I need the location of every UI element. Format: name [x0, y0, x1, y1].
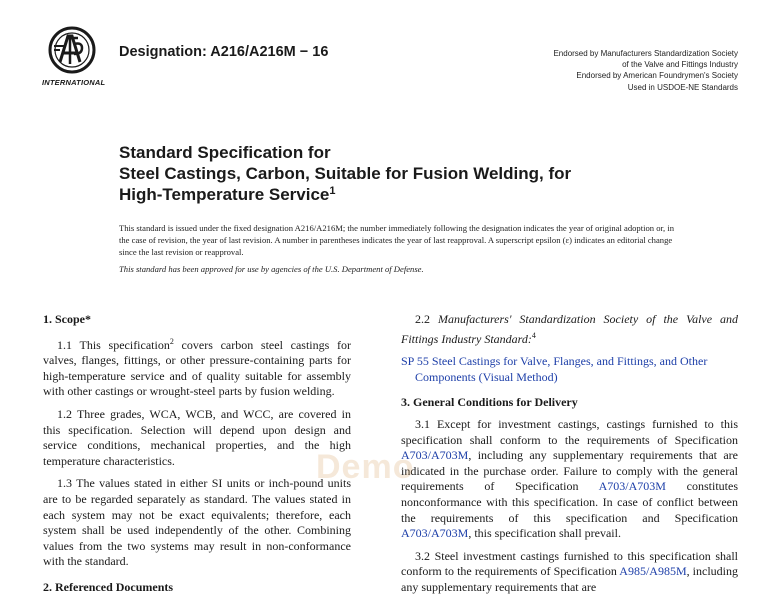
logo-text: INTERNATIONAL [42, 78, 106, 87]
endorsement-line: Used in USDOE-NE Standards [627, 82, 738, 92]
sp55-title[interactable]: Steel Castings for Valve, Flanges, and Fittings, and Other Components (Visual Method) [415, 354, 708, 384]
para-2-2-num: 2.2 [415, 312, 438, 326]
title-line-1: Standard Specification for [119, 143, 331, 162]
para-3-1-text-b: , including any supplementary requirements that are indicated in the purchase order. Failure to comply with the general requirements of Specification [401, 448, 738, 494]
footnote-2: 2 [169, 336, 174, 346]
title-footnote-mark: 1 [329, 185, 336, 197]
para-3-1-text-a: 3.1 Except for investment castings, castings furnished to this specification shall conform to the requirements of Specification [401, 416, 738, 447]
footnote-4: 4 [531, 330, 536, 340]
para-1-1-text: 1.1 This specification [57, 337, 170, 352]
para-3-2 [401, 549, 738, 596]
para-1-1-rest: covers carbon steel castings for valves, flanges, fittings, or other pressure-containing parts for high-temperature service and of quality suitable for assembly with other castings or wrought-steel parts by fusion welding. [43, 337, 351, 399]
scope-heading: 1. Scope* [43, 312, 91, 326]
title-line-2: Steel Castings, Carbon, Suitable for Fusion Welding, for [119, 164, 572, 183]
title-block [119, 142, 719, 205]
endorsement-line: of the Valve and Fittings Industry [622, 60, 738, 70]
astm-logo [40, 24, 116, 90]
endorsements [553, 48, 738, 93]
a703-link[interactable]: A703/A703M [401, 526, 469, 541]
right-column [401, 312, 738, 603]
para-3-2-text-b: , including any supplementary requirements that are [401, 564, 739, 594]
a703-link[interactable]: A703/A703M [598, 479, 666, 494]
demo-watermark: Demo [316, 448, 415, 486]
para-3-1-text-d: , this specification shall prevail. [468, 526, 621, 541]
left-column [43, 312, 351, 602]
para-3-1-text-c: constitutes nonconformance with this specification. In case of conflict between the requirements of this specification and Specification [401, 479, 738, 525]
para-1-1 [43, 334, 351, 400]
para-1-3: 1.3 The values stated in either SI units or inch-pound units are to be regarded separately as standard. The values stated in each system may not be exact equivalents; therefore, each system shall be used independently of the other. Combining values from the two systems may result in non-conformance with the standard. [43, 476, 351, 569]
para-2-2 [401, 312, 738, 347]
sp55-link[interactable]: SP 55 [401, 354, 429, 369]
ref-sp55 [401, 354, 738, 385]
designation: Designation: A216/A216M − 16 [119, 44, 329, 60]
title-line-3-text: High-Temperature Service [119, 185, 330, 204]
endorsement-line: Endorsed by Manufacturers Standardization Society [553, 49, 738, 58]
para-3-1 [401, 417, 738, 542]
notice-text: This standard is issued under the fixed designation A216/A216M; the number immediately following the designation indicates the year of original adoption or, in the case of revision, the year of last revision. A number in parentheses indicates the year of last reapproval. A superscript epsilon (ε) indicates an editorial change since the last revision or reapproval. [119, 223, 675, 257]
endorsement-line: Endorsed by American Foundrymen's Society [576, 71, 738, 81]
para-3-2-text-a: 3.2 Steel investment castings furnished to this specification shall conform to the requirements of Specification [401, 548, 738, 579]
para-1-2: 1.2 Three grades, WCA, WCB, and WCC, are covered in this specification. Selection will depend upon design and service conditions, mechanical properties, and the high temperature characteristics. [43, 406, 351, 468]
para-2-2-title: Manufacturers' Standardization Society of the Valve and Fittings Industry Standard: [401, 312, 739, 346]
dod-approval: This standard has been approved for use by agencies of the U.S. Department of Defense. [119, 264, 424, 274]
a985-link[interactable]: A985/A985M [619, 564, 687, 579]
ref-docs-heading: 2. Referenced Documents [43, 579, 174, 594]
standard-notice [119, 222, 679, 275]
general-conditions-heading: 3. General Conditions for Delivery [401, 395, 578, 410]
title-line-3 [119, 184, 719, 205]
a703-link[interactable]: A703/A703M [401, 448, 469, 463]
